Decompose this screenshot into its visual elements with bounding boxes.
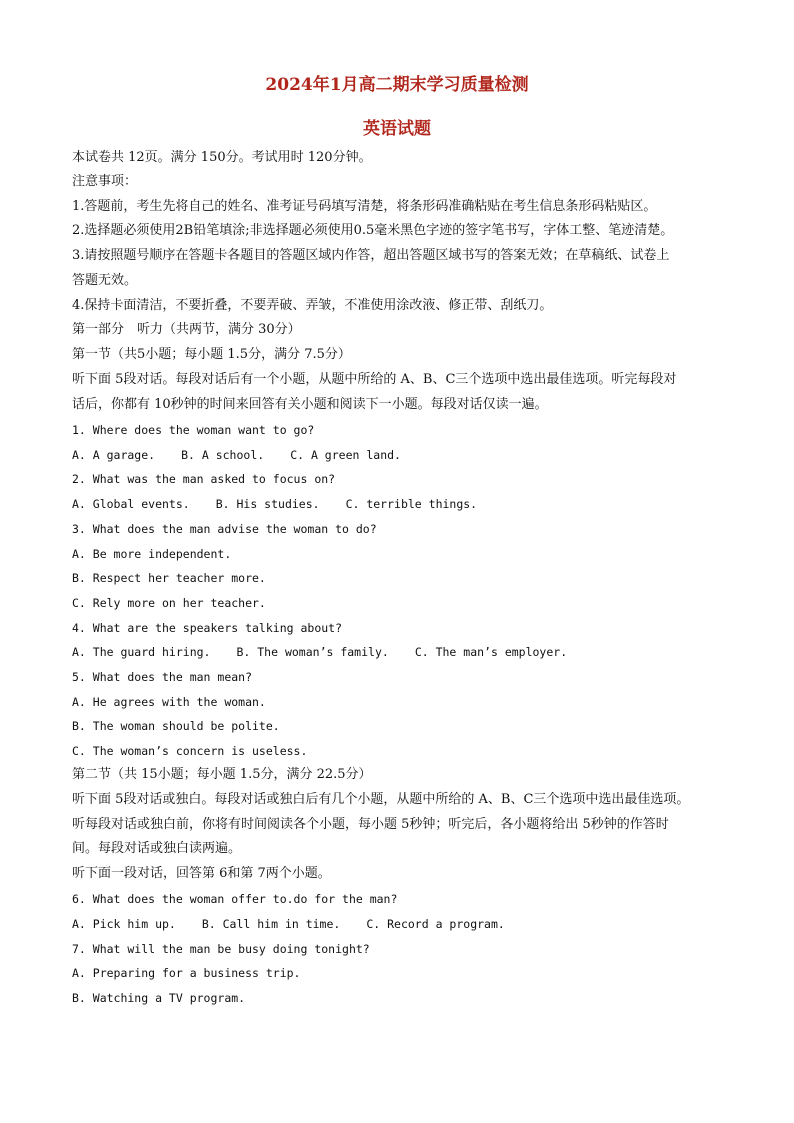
page-title: 2024年1月高二期末学习质量检测 [265,75,529,95]
option-c: C. Record a program. [366,917,505,931]
question-4-options [72,644,732,660]
question-3-option-b: B. Respect her teacher more. [72,571,266,585]
part-1-heading: 第一部分 听力（共两节，满分 30分） [72,322,301,337]
note-2: 2.选择题必须使用2B铅笔填涂;非选择题必须使用0.5毫米黑色字迹的签字笔书写，字体工整、笔迹清楚。 [72,223,674,238]
section-2-heading: 第二节（共 15小题；每小题 1.5分，满分 22.5分） [72,767,372,782]
section-1-heading: 第一节（共5小题；每小题 1.5分，满分 7.5分） [72,347,351,362]
notes-heading: 注意事项： [72,174,138,189]
section-1-instruction-line-2: 话后，你都有 10秒钟的时间来回答有关小题和阅读下一小题。每段对话仅读一遍。 [72,397,548,412]
option-b: B. A school. [181,448,265,462]
question-5: 5. What does the man mean? [72,670,253,684]
question-3-option-a: A. Be more independent. [72,547,232,561]
question-7-option-a: A. Preparing for a business trip. [72,966,301,980]
note-3-line-1: 3.请按照题号顺序在答题卡各题目的答题区域内作答，超出答题区域书写的答案无效；在草稿纸、试卷上 [72,248,670,263]
question-5-option-a: A. He agrees with the woman. [72,695,266,709]
option-a: A. The guard hiring. [72,645,211,659]
note-3-line-2: 答题无效。 [72,273,138,288]
page-subtitle: 英语试题 [363,119,431,139]
question-7-option-b: B. Watching a TV program. [72,991,246,1005]
question-7: 7. What will the man be busy doing tonight? [72,942,370,956]
question-5-option-b: B. The woman should be polite. [72,719,280,733]
option-a: A. A garage. [72,448,156,462]
note-1: 1.答题前，考生先将自己的姓名、准考证号码填写清楚，将条形码准确粘贴在考生信息条形码粘贴区。 [72,199,657,214]
option-b: B. Call him in time. [201,917,341,931]
option-c: C. terrible things. [345,497,478,511]
section-1-instruction-line-1: 听下面 5段对话。每段对话后有一个小题，从题中所给的 A、B、C三个选项中选出最佳选项。听完每段对 [72,372,677,387]
question-1: 1. Where does the woman want to go? [72,423,315,437]
question-3-option-c: C. Rely more on her teacher. [72,596,266,610]
question-6-options [72,916,732,932]
option-b: B. The woman’s family. [236,645,389,659]
question-4: 4. What are the speakers talking about? [72,621,343,635]
option-c: C. The man’s employer. [414,645,568,659]
question-2-options [72,496,732,512]
section-2-instruction-line-2: 听每段对话或独白前，你将有时间阅读各个小题，每小题 5秒钟；听完后，各小题将给出 5秒钟的作答时 [72,817,669,832]
question-6: 6. What does the woman offer to.do for the man? [72,892,398,906]
note-4: 4.保持卡面清洁，不要折叠，不要弄破、弄皱，不准使用涂改液、修正带、刮纸刀。 [72,298,553,313]
question-2: 2. What was the man asked to focus on? [72,472,336,486]
question-1-options [72,447,732,463]
option-a: A. Pick him up. [72,917,176,931]
dialog-6-intro: 听下面一段对话，回答第 6和第 7两个小题。 [72,866,331,881]
option-b: B. His studies. [215,497,320,511]
option-c: C. A green land. [290,448,401,462]
question-5-option-c: C. The woman’s concern is useless. [72,744,308,758]
section-2-instruction-line-3: 间。每段对话或独白读两遍。 [72,841,242,856]
section-2-instruction-line-1: 听下面 5段对话或独白。每段对话或独白后有几个小题，从题中所给的 A、B、C三个选项中选出最佳选项。 [72,792,690,807]
question-3: 3. What does the man advise the woman to do? [72,522,377,536]
option-a: A. Global events. [72,497,190,511]
exam-info: 本试卷共 12页。满分 150分。考试用时 120分钟。 [72,150,372,165]
